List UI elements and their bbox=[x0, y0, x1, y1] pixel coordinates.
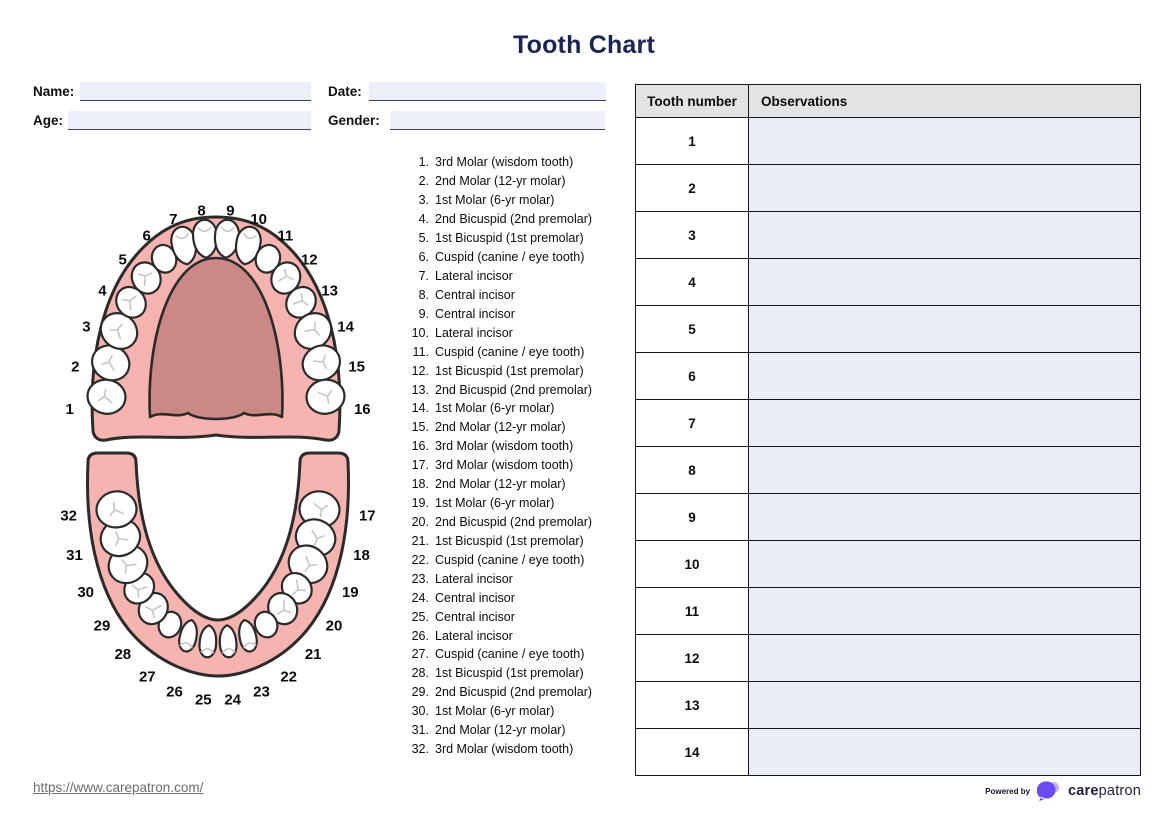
tooth-number-cell: 1 bbox=[636, 118, 749, 165]
tooth-number-label: 13 bbox=[321, 282, 338, 300]
tooth-number-label: 32 bbox=[60, 507, 78, 525]
tooth-list-item bbox=[404, 645, 634, 664]
gender-input[interactable] bbox=[390, 111, 605, 130]
powered-by-block bbox=[985, 780, 1141, 802]
tooth-list-label: 3rd Molar (wisdom tooth) bbox=[435, 155, 574, 170]
tooth-list-number: 32. bbox=[411, 742, 429, 757]
tooth-number-cell: 5 bbox=[636, 306, 749, 353]
tooth-list-number: 31. bbox=[411, 723, 429, 738]
observations-header: Observations bbox=[749, 85, 1141, 118]
tooth-number-label: 28 bbox=[114, 646, 132, 663]
tooth-list-number: 19. bbox=[411, 496, 429, 511]
tooth-list-number: 21. bbox=[411, 533, 429, 548]
tooth-number-label: 25 bbox=[194, 691, 212, 709]
table-row bbox=[636, 541, 1141, 588]
tooth-number-label: 21 bbox=[304, 646, 322, 663]
observation-cell[interactable] bbox=[749, 165, 1141, 212]
age-input[interactable] bbox=[68, 111, 311, 130]
tooth-list-label: Lateral incisor bbox=[435, 628, 513, 643]
observation-cell[interactable] bbox=[749, 306, 1141, 353]
brand-care: care bbox=[1068, 783, 1099, 799]
tooth-list-label: 3rd Molar (wisdom tooth) bbox=[435, 742, 574, 757]
tooth-list-number: 17. bbox=[411, 458, 429, 473]
tooth-number-label: 24 bbox=[224, 691, 242, 709]
tooth-number-label: 3 bbox=[82, 318, 91, 336]
tooth-list-item bbox=[404, 285, 634, 304]
table-row bbox=[636, 212, 1141, 259]
tooth-list-label: 2nd Bicuspid (2nd premolar) bbox=[435, 685, 593, 700]
tooth-list-number: 9. bbox=[418, 306, 429, 321]
tooth-list-item bbox=[404, 229, 634, 248]
tooth-list-number: 14. bbox=[411, 401, 429, 416]
tooth-number-label: 7 bbox=[169, 211, 178, 228]
observation-cell[interactable] bbox=[749, 541, 1141, 588]
tooth-name-list bbox=[404, 153, 634, 759]
tooth-list-number: 16. bbox=[411, 439, 429, 454]
tooth-number-label: 22 bbox=[280, 668, 298, 686]
tooth-number-label: 26 bbox=[166, 683, 183, 701]
observation-cell[interactable] bbox=[749, 447, 1141, 494]
table-row bbox=[636, 118, 1141, 165]
tooth-list-label: Lateral incisor bbox=[435, 325, 513, 340]
tooth-list-label: Central incisor bbox=[435, 287, 515, 302]
observation-cell[interactable] bbox=[749, 400, 1141, 447]
tooth-list-item bbox=[404, 664, 634, 683]
tooth-list-label: 2nd Bicuspid (2nd premolar) bbox=[435, 212, 593, 227]
tooth-list-number: 26. bbox=[411, 628, 429, 643]
tooth-list-item bbox=[404, 153, 634, 172]
tooth-list-label: 2nd Bicuspid (2nd premolar) bbox=[435, 382, 593, 397]
carepatron-url-link[interactable]: https://www.carepatron.com/ bbox=[33, 780, 204, 795]
tooth-list-item bbox=[404, 191, 634, 210]
tooth-number-label: 27 bbox=[138, 668, 156, 686]
tooth-list-label: Cuspid (canine / eye tooth) bbox=[435, 552, 585, 567]
tooth-list-label: Cuspid (canine / eye tooth) bbox=[435, 344, 585, 359]
tooth-list-item bbox=[404, 304, 634, 323]
observation-cell[interactable] bbox=[749, 212, 1141, 259]
observations-table bbox=[635, 84, 1141, 776]
tooth-number-label: 17 bbox=[358, 507, 376, 525]
table-row bbox=[636, 682, 1141, 729]
tooth-list-number: 8. bbox=[418, 287, 429, 302]
tooth-list-label: 2nd Bicuspid (2nd premolar) bbox=[435, 514, 593, 529]
tooth-list-number: 27. bbox=[411, 647, 429, 662]
tooth-number-label: 8 bbox=[197, 202, 206, 220]
tooth-number-cell: 12 bbox=[636, 635, 749, 682]
tooth-list-label: 1st Bicuspid (1st premolar) bbox=[435, 363, 584, 378]
tooth-list-item bbox=[404, 267, 634, 286]
tooth-list-item bbox=[404, 323, 634, 342]
tooth-list-number: 1. bbox=[418, 155, 429, 170]
tooth-list-label: 1st Molar (6-yr molar) bbox=[435, 193, 555, 208]
tooth-number-label: 16 bbox=[353, 400, 371, 418]
name-label: Name: bbox=[33, 84, 75, 99]
tooth-list-number: 6. bbox=[418, 250, 429, 265]
observation-cell[interactable] bbox=[749, 588, 1141, 635]
brand-wordmark bbox=[1068, 783, 1141, 799]
tooth-list-label: Central incisor bbox=[435, 609, 515, 624]
tooth-list-number: 3. bbox=[418, 193, 429, 208]
tooth-list-label: Lateral incisor bbox=[435, 571, 513, 586]
date-label: Date: bbox=[328, 84, 362, 99]
tooth-list-item bbox=[404, 513, 634, 532]
observation-cell[interactable] bbox=[749, 118, 1141, 165]
age-label: Age: bbox=[33, 113, 63, 128]
tooth-number-cell: 3 bbox=[636, 212, 749, 259]
tooth-list-number: 30. bbox=[411, 704, 429, 719]
tooth-list-item bbox=[404, 721, 634, 740]
tooth-number-header: Tooth number bbox=[636, 85, 749, 118]
tooth-list-item bbox=[404, 172, 634, 191]
tooth-list-item bbox=[404, 399, 634, 418]
tooth-list-item bbox=[404, 626, 634, 645]
lower-jaw-diagram bbox=[48, 448, 378, 720]
tooth-list-item bbox=[404, 550, 634, 569]
tooth-list-item bbox=[404, 380, 634, 399]
table-row bbox=[636, 447, 1141, 494]
tooth-list-label: Central incisor bbox=[435, 306, 515, 321]
tooth-list-label: Cuspid (canine / eye tooth) bbox=[435, 647, 585, 662]
tooth-number-cell: 14 bbox=[636, 729, 749, 776]
tooth-number-cell: 13 bbox=[636, 682, 749, 729]
carepatron-logo-icon bbox=[1037, 780, 1061, 802]
tooth-number-label: 14 bbox=[337, 318, 354, 336]
tooth-list-number: 25. bbox=[411, 609, 429, 624]
observation-cell[interactable] bbox=[749, 682, 1141, 729]
upper-jaw-diagram bbox=[46, 195, 386, 447]
tooth-list-number: 29. bbox=[411, 685, 429, 700]
tooth-list-label: 2nd Molar (12-yr molar) bbox=[435, 174, 566, 189]
tooth-number-label: 31 bbox=[66, 547, 83, 564]
table-header-row bbox=[636, 85, 1141, 118]
tooth-number-label: 1 bbox=[65, 400, 74, 418]
name-input[interactable] bbox=[80, 82, 311, 101]
tooth-number-cell: 6 bbox=[636, 353, 749, 400]
tooth-list-item bbox=[404, 210, 634, 229]
tooth-number-label: 18 bbox=[353, 547, 370, 564]
table-row bbox=[636, 635, 1141, 682]
table-row bbox=[636, 165, 1141, 212]
tooth-list-item bbox=[404, 569, 634, 588]
tooth-list-item bbox=[404, 740, 634, 759]
tooth-number-label: 5 bbox=[118, 251, 127, 269]
tooth-number-cell: 10 bbox=[636, 541, 749, 588]
tooth-list-number: 10. bbox=[411, 325, 429, 340]
tooth-list-number: 15. bbox=[411, 420, 429, 435]
tooth-number-label: 20 bbox=[325, 617, 343, 635]
tooth-list-item bbox=[404, 361, 634, 380]
observation-cell[interactable] bbox=[749, 635, 1141, 682]
table-row bbox=[636, 729, 1141, 776]
tooth-list-item bbox=[404, 248, 634, 267]
tooth-list-number: 20. bbox=[411, 514, 429, 529]
tooth-number-label: 9 bbox=[226, 202, 235, 220]
tooth-list-label: 2nd Molar (12-yr molar) bbox=[435, 420, 566, 435]
tooth-list-label: 2nd Molar (12-yr molar) bbox=[435, 477, 566, 492]
tooth-list-number: 22. bbox=[411, 552, 429, 567]
tooth-number-cell: 4 bbox=[636, 259, 749, 306]
tooth-list-label: 2nd Molar (12-yr molar) bbox=[435, 723, 566, 738]
tooth-list-item bbox=[404, 531, 634, 550]
tooth-list-label: Lateral incisor bbox=[435, 268, 513, 283]
tooth-number-cell: 9 bbox=[636, 494, 749, 541]
table-row bbox=[636, 400, 1141, 447]
gender-label: Gender: bbox=[328, 113, 380, 128]
table-row bbox=[636, 306, 1141, 353]
tooth-list-number: 2. bbox=[418, 174, 429, 189]
table-row bbox=[636, 259, 1141, 306]
tooth-list-label: 3rd Molar (wisdom tooth) bbox=[435, 458, 574, 473]
tooth-list-item bbox=[404, 342, 634, 361]
tooth-list-label: 1st Molar (6-yr molar) bbox=[435, 704, 555, 719]
tooth-list-number: 18. bbox=[411, 477, 429, 492]
tooth-number-label: 11 bbox=[277, 227, 294, 245]
tooth-list-item bbox=[404, 418, 634, 437]
tooth-list-number: 12. bbox=[411, 363, 429, 378]
table-row bbox=[636, 494, 1141, 541]
tooth-number-cell: 7 bbox=[636, 400, 749, 447]
tooth-list-item bbox=[404, 494, 634, 513]
table-row bbox=[636, 588, 1141, 635]
tooth-number-label: 6 bbox=[142, 227, 151, 245]
observation-cell[interactable] bbox=[749, 259, 1141, 306]
tooth-list-item bbox=[404, 683, 634, 702]
tooth-list-label: 3rd Molar (wisdom tooth) bbox=[435, 439, 574, 454]
tooth-list-item bbox=[404, 437, 634, 456]
tooth-list-label: Central incisor bbox=[435, 590, 515, 605]
tooth-list-label: Cuspid (canine / eye tooth) bbox=[435, 250, 585, 265]
observation-cell[interactable] bbox=[749, 353, 1141, 400]
tooth-list-item bbox=[404, 607, 634, 626]
tooth-number-label: 4 bbox=[98, 282, 107, 300]
tooth-number-label: 19 bbox=[341, 584, 359, 602]
tooth-list-item bbox=[404, 475, 634, 494]
date-input[interactable] bbox=[369, 82, 606, 101]
observation-cell[interactable] bbox=[749, 494, 1141, 541]
tooth-number-label: 30 bbox=[77, 584, 95, 602]
tooth-list-number: 7. bbox=[418, 268, 429, 283]
tooth-list-item bbox=[404, 588, 634, 607]
tooth-list-number: 13. bbox=[411, 382, 429, 397]
tooth-list-label: 1st Molar (6-yr molar) bbox=[435, 496, 555, 511]
tooth-list-label: 1st Bicuspid (1st premolar) bbox=[435, 666, 584, 681]
tooth-number-cell: 8 bbox=[636, 447, 749, 494]
tooth-list-label: 1st Molar (6-yr molar) bbox=[435, 401, 555, 416]
tooth-list-number: 28. bbox=[411, 666, 429, 681]
tooth-number-label: 10 bbox=[250, 211, 268, 228]
tooth-list-number: 23. bbox=[411, 571, 429, 586]
tooth-list-label: 1st Bicuspid (1st premolar) bbox=[435, 533, 584, 548]
tooth-number-label: 29 bbox=[93, 617, 111, 635]
tooth-list-item bbox=[404, 456, 634, 475]
tooth-number-label: 15 bbox=[348, 358, 366, 376]
tooth-list-number: 5. bbox=[418, 231, 429, 246]
tooth-list-number: 11. bbox=[412, 344, 429, 359]
powered-by-label: Powered by bbox=[985, 786, 1031, 796]
tooth-number-label: 2 bbox=[71, 358, 80, 376]
tooth-list-number: 4. bbox=[418, 212, 429, 227]
brand-patron: patron bbox=[1098, 783, 1141, 799]
tooth-number-label: 12 bbox=[300, 251, 318, 269]
observation-cell[interactable] bbox=[749, 729, 1141, 776]
tooth-list-number: 24. bbox=[411, 590, 429, 605]
tooth-number-cell: 11 bbox=[636, 588, 749, 635]
page-title: Tooth Chart bbox=[513, 31, 655, 59]
tooth-list-item bbox=[404, 702, 634, 721]
tooth-list-label: 1st Bicuspid (1st premolar) bbox=[435, 231, 584, 246]
tooth-number-cell: 2 bbox=[636, 165, 749, 212]
tooth-number-label: 23 bbox=[253, 683, 270, 701]
table-row bbox=[636, 353, 1141, 400]
